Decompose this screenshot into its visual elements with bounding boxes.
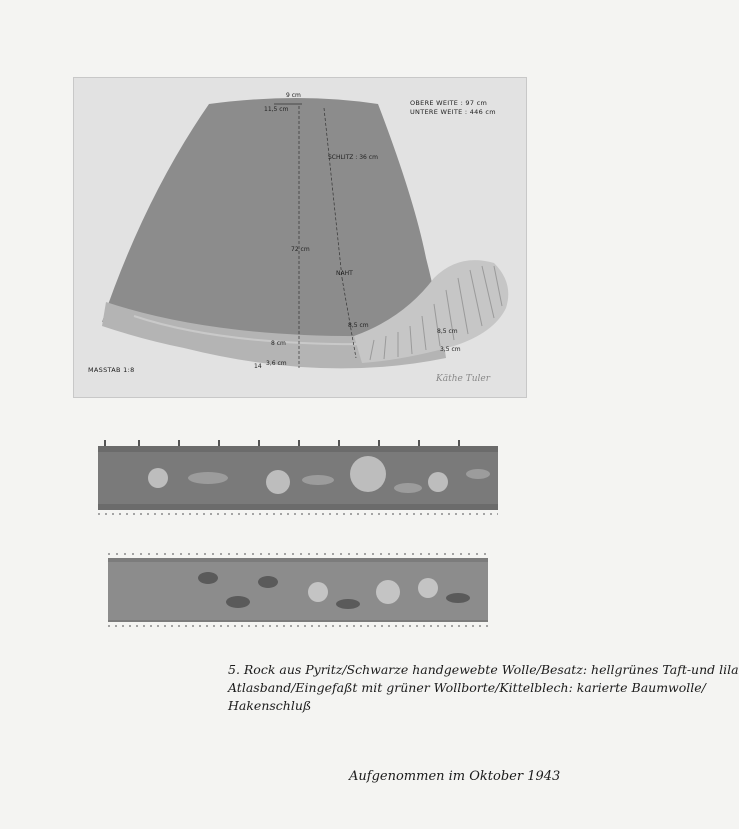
caption-line-1: 5. Rock aus Pyritz/Schwarze handgewebte Wolle/Besatz: hellgrünes Taft-und lila xyxy=(228,662,739,677)
measure-hem-edge: 14 xyxy=(254,363,262,370)
scale-label: MASSTAB 1:8 xyxy=(88,366,135,374)
measure-seam: NAHT xyxy=(336,270,353,277)
measure-hem-band-upper: 8 cm xyxy=(271,340,286,347)
measure-hem-band-lower: 3,6 cm xyxy=(266,360,287,367)
measure-ruffle-lower: 3,5 cm xyxy=(440,346,461,353)
border-sample-lower xyxy=(108,548,488,632)
measure-length: 72 cm xyxy=(291,246,310,253)
lower-width: UNTERE WEITE : 446 cm xyxy=(410,108,496,116)
measure-slit: SCHLITZ : 36 cm xyxy=(328,154,378,161)
measure-ruffle-side: 8,5 cm xyxy=(437,328,458,335)
skirt-pattern-photo xyxy=(73,77,527,398)
measure-waist-side: 11,5 cm xyxy=(264,106,289,113)
upper-width: OBERE WEITE : 97 cm xyxy=(410,99,488,107)
caption-line-2: Atlasband/Eingefaßt mit grüner Wollborte/Kittelblech: karierte Baumwolle/ xyxy=(228,680,706,695)
measure-waist-half: 9 cm xyxy=(286,92,301,99)
recorded-date: Aufgenommen im Oktober 1943 xyxy=(349,769,561,784)
caption-line-3: Hakenschluß xyxy=(228,698,312,713)
border-sample-upper xyxy=(98,438,498,522)
width-measurements xyxy=(410,99,496,117)
measure-ruffle-upper: 8,5 cm xyxy=(348,322,369,329)
signature: Käthe Tuler xyxy=(436,374,490,384)
